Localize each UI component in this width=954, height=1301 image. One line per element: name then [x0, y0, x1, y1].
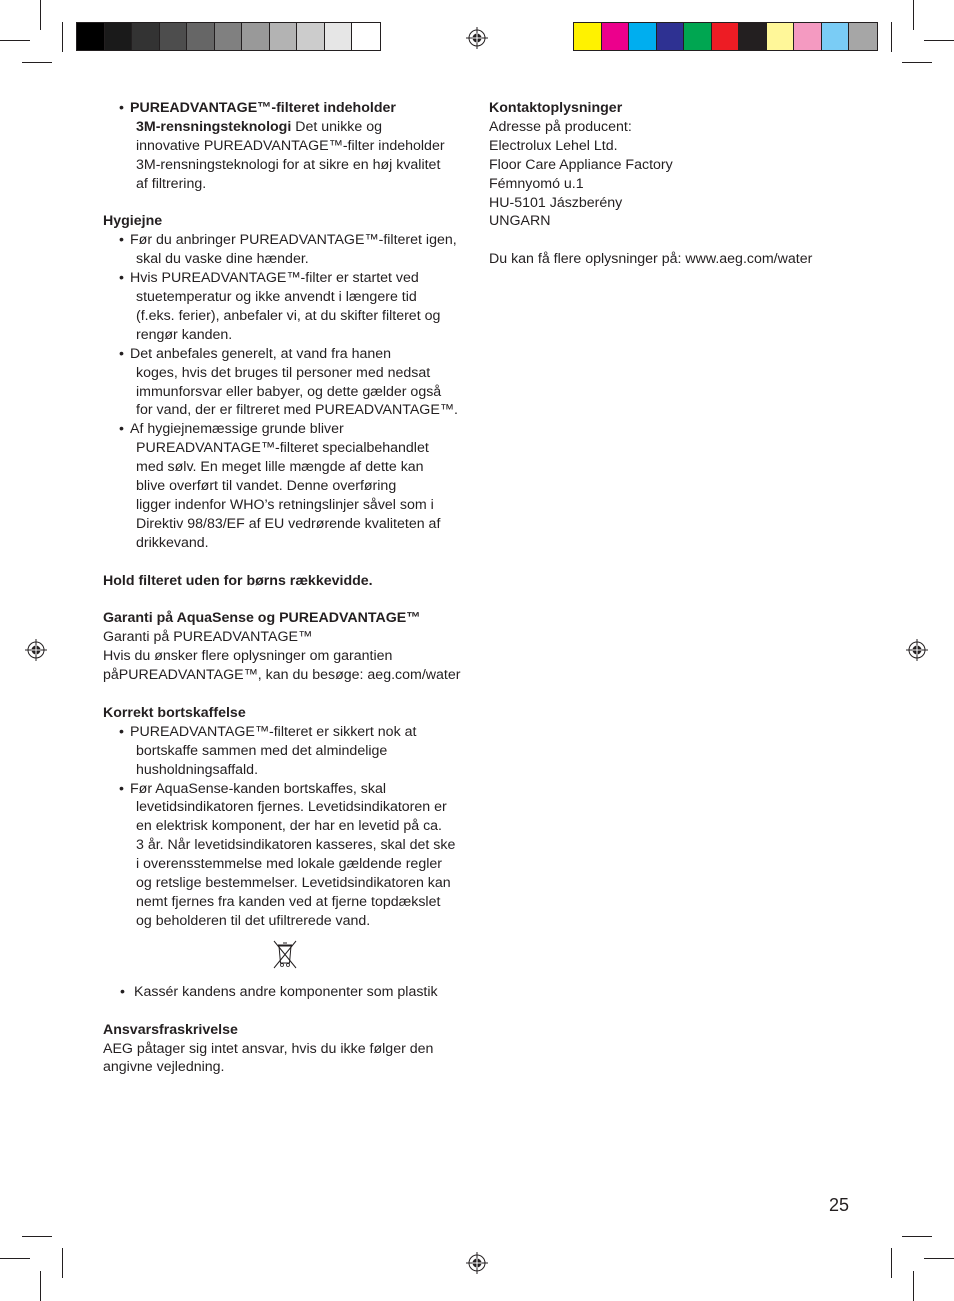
hygiene-bullet-line: immunforsvar eller babyer, og dette gælder også — [136, 383, 442, 400]
color-swatch — [132, 23, 160, 50]
intro-line: innovative PUREADVANTAGE™-filter indeholder — [136, 137, 445, 154]
process-color-bar — [573, 22, 878, 51]
right-column — [489, 99, 849, 269]
grayscale-color-bar — [76, 22, 381, 51]
contact-heading: Kontaktoplysninger — [489, 100, 623, 116]
disclaimer-heading: Ansvarsfraskrivelse — [103, 1021, 238, 1038]
hygiene-bullet-line: drikkevand. — [136, 534, 209, 551]
hygiene-bullet-line: med sølv. En meget lille mængde af dette kan — [136, 459, 424, 476]
warranty-line: påPUREADVANTAGE™, kan du besøge: aeg.com/water — [103, 667, 461, 684]
color-swatch — [849, 23, 877, 50]
hygiene-bullet-line: koges, hvis det bruges til personer med nedsat — [136, 364, 431, 381]
more-info-link-text: Du kan få flere oplysninger på: www.aeg.com/water — [489, 251, 813, 268]
hygiene-bullet-line: Hvis PUREADVANTAGE™-filter er startet ved — [130, 270, 419, 287]
disposal-bullet-line: bortskaffe sammen med det almindelige — [136, 742, 388, 759]
hygiene-bullet-line: rengør kanden. — [136, 326, 233, 343]
hygiene-bullet: • Før du anbringer PUREADVANTAGE™-filteret igen, skal du vaske dine hænder. — [103, 231, 468, 269]
disposal-last-bullet: • Kassér kandens andre komponenter som plastik — [120, 983, 438, 1000]
hygiene-bullet-line: PUREADVANTAGE™-filteret specialbehandlet — [136, 440, 429, 457]
contact-line: UNGARN — [489, 213, 551, 230]
color-swatch — [77, 23, 105, 50]
color-swatch — [160, 23, 188, 50]
registration-mark-icon — [906, 639, 928, 661]
hygiene-bullet-line: stuetemperatur og ikke anvendt i længere tid — [136, 289, 417, 306]
color-swatch — [270, 23, 298, 50]
color-swatch — [297, 23, 325, 50]
intro-bold-line1: PUREADVANTAGE™-filteret indeholder — [130, 100, 396, 116]
disclaimer-line: angivne vejledning. — [103, 1059, 225, 1076]
disposal-bullet-line: og retslige bestemmelser. Levetidsindikatoren kan — [136, 875, 451, 892]
color-swatch — [684, 23, 712, 50]
color-swatch — [739, 23, 767, 50]
hygiene-bullet-line: blive overført til vandet. Denne overføring — [136, 478, 397, 495]
color-swatch — [629, 23, 657, 50]
hygiene-bullet-line: Før du anbringer PUREADVANTAGE™-filteret igen, — [130, 232, 457, 249]
hygiene-bullet-line: Direktiv 98/83/EF af EU vedrørende kvaliteten af — [136, 515, 441, 532]
color-swatch — [822, 23, 850, 50]
color-swatch — [657, 23, 685, 50]
warranty-line: Garanti på PUREADVANTAGE™ — [103, 629, 313, 646]
warranty-heading: Garanti på AquaSense og PUREADVANTAGE™ — [103, 610, 421, 627]
hygiene-bullet-line: Af hygiejnemæssige grunde bliver — [130, 421, 344, 438]
warranty-line: Hvis du ønsker flere oplysninger om garantien — [103, 648, 393, 665]
page-number: 25 — [829, 1195, 850, 1215]
intro-rest: Det unikke og — [291, 118, 382, 135]
color-swatch — [187, 23, 215, 50]
contact-line: HU-5101 Jászberény — [489, 194, 623, 211]
disposal-bullet: • PUREADVANTAGE™-filteret er sikkert nok at bortskaffe sammen med det almindelige husholdningsaffald. — [103, 723, 468, 780]
color-swatch — [794, 23, 822, 50]
color-swatch — [242, 23, 270, 50]
hygiene-list — [103, 231, 468, 552]
contact-line: Adresse på producent: — [489, 118, 632, 135]
color-swatch — [105, 23, 133, 50]
hygiene-bullet-line: (f.eks. ferier), anbefaler vi, at du skifter filteret og — [136, 307, 441, 324]
color-swatch — [767, 23, 795, 50]
weee-symbol — [103, 931, 468, 983]
hygiene-bullet-line: skal du vaske dine hænder. — [136, 251, 309, 268]
color-swatch — [215, 23, 243, 50]
color-swatch — [352, 23, 380, 50]
intro-bold-line2: 3M-rensningsteknologi — [136, 118, 292, 135]
hygiene-bullet-line: Det anbefales generelt, at vand fra hanen — [130, 345, 392, 362]
disposal-bullet: • Før AquaSense-kanden bortskaffes, skal levetidsindikatoren fjernes. Levetidsindikatoren er en elektrisk komponent, der har en levetid på ca. 3 år. Når levetidsindikatoren kasseres, skal det ske i overensstemmelse med lokale gældende regler og retslige bestemmelser. Levetidsindikatoren kan nemt fjernes fra kanden ved at fjerne topdækslet og beholderen til det ufiltrerede vand. — [103, 780, 468, 931]
disposal-bullet-line: levetidsindikatoren fjernes. Levetidsindikatoren er — [136, 799, 447, 816]
color-swatch — [325, 23, 353, 50]
disposal-bullet-line: en elektrisk komponent, der har en levetid på ca. — [136, 818, 442, 835]
contact-line: Floor Care Appliance Factory — [489, 156, 673, 173]
color-swatch — [602, 23, 630, 50]
disposal-bullet-line: Før AquaSense-kanden bortskaffes, skal — [130, 780, 387, 797]
disposal-bullet-line: 3 år. Når levetidsindikatoren kasseres, skal det ske — [136, 837, 456, 854]
registration-mark-icon — [466, 1252, 488, 1274]
intro-line: 3M-rensningsteknologi for at sikre en høj kvalitet — [136, 156, 441, 173]
children-warning: Hold filteret uden for børns rækkevidde. — [103, 572, 373, 589]
disposal-bullet-line: og beholderen til det ufiltrerede vand. — [136, 912, 371, 929]
disposal-bullet-line: PUREADVANTAGE™-filteret er sikkert nok at — [130, 723, 417, 740]
crossed-out-wheelie-bin-icon — [271, 939, 299, 969]
hygiene-bullet: • Det anbefales generelt, at vand fra hanen koges, hvis det bruges til personer med nedsat immunforsvar eller babyer, og dette gælder også for vand, der er filtreret med PUREADVANTAGE™. — [103, 345, 468, 421]
disposal-bullet-line: nemt fjernes fra kanden ved at fjerne topdækslet — [136, 894, 441, 910]
disposal-bullet-line: husholdningsaffald. — [136, 761, 259, 778]
disposal-list — [103, 723, 468, 931]
disposal-bullet-line: i overensstemmelse med lokale gældende regler — [136, 856, 442, 873]
intro-line: af filtrering. — [136, 175, 207, 192]
disclaimer-line: AEG påtager sig intet ansvar, hvis du ikke følger den — [103, 1040, 434, 1057]
contact-line: Fémnyomó u.1 — [489, 175, 584, 192]
hygiene-bullet-line: ligger indenfor WHO’s retningslinjer såvel som i — [136, 497, 434, 514]
color-swatch — [712, 23, 740, 50]
hygiene-bullet: • Af hygiejnemæssige grunde bliver PUREADVANTAGE™-filteret specialbehandlet med sølv. En meget lille mængde af dette kan blive overført til vandet. Denne overføring ligger indenfor WHO’s retningslinjer såvel som i Direktiv 98/83/EF af EU vedrørende kvaliteten af drikkevand. — [103, 420, 468, 552]
disposal-heading: Korrekt bortskaffelse — [103, 704, 246, 721]
color-swatch — [574, 23, 602, 50]
disposal-last-text: Kassér kandens andre komponenter som plastik — [134, 983, 438, 1000]
hygiene-bullet: • Hvis PUREADVANTAGE™-filter er startet ved stuetemperatur og ikke anvendt i længere tid (f.eks. ferier), anbefaler vi, at du skifter filteret og rengør kanden. — [103, 269, 468, 345]
contact-line: Electrolux Lehel Ltd. — [489, 137, 618, 154]
hygiene-heading: Hygiejne — [103, 213, 163, 230]
intro-bullet: • PUREADVANTAGE™-filteret indeholder 3M-rensningsteknologi Det unikke og innovative PUREADVANTAGE™-filter indeholder 3M-rensningsteknologi for at sikre en høj kvalitet af filtrering. — [103, 99, 468, 194]
hygiene-bullet-line: for vand, der er filtreret med PUREADVANTAGE™. — [136, 402, 458, 419]
registration-mark-icon — [466, 27, 488, 49]
left-column — [103, 99, 468, 1077]
registration-mark-icon — [25, 639, 47, 661]
